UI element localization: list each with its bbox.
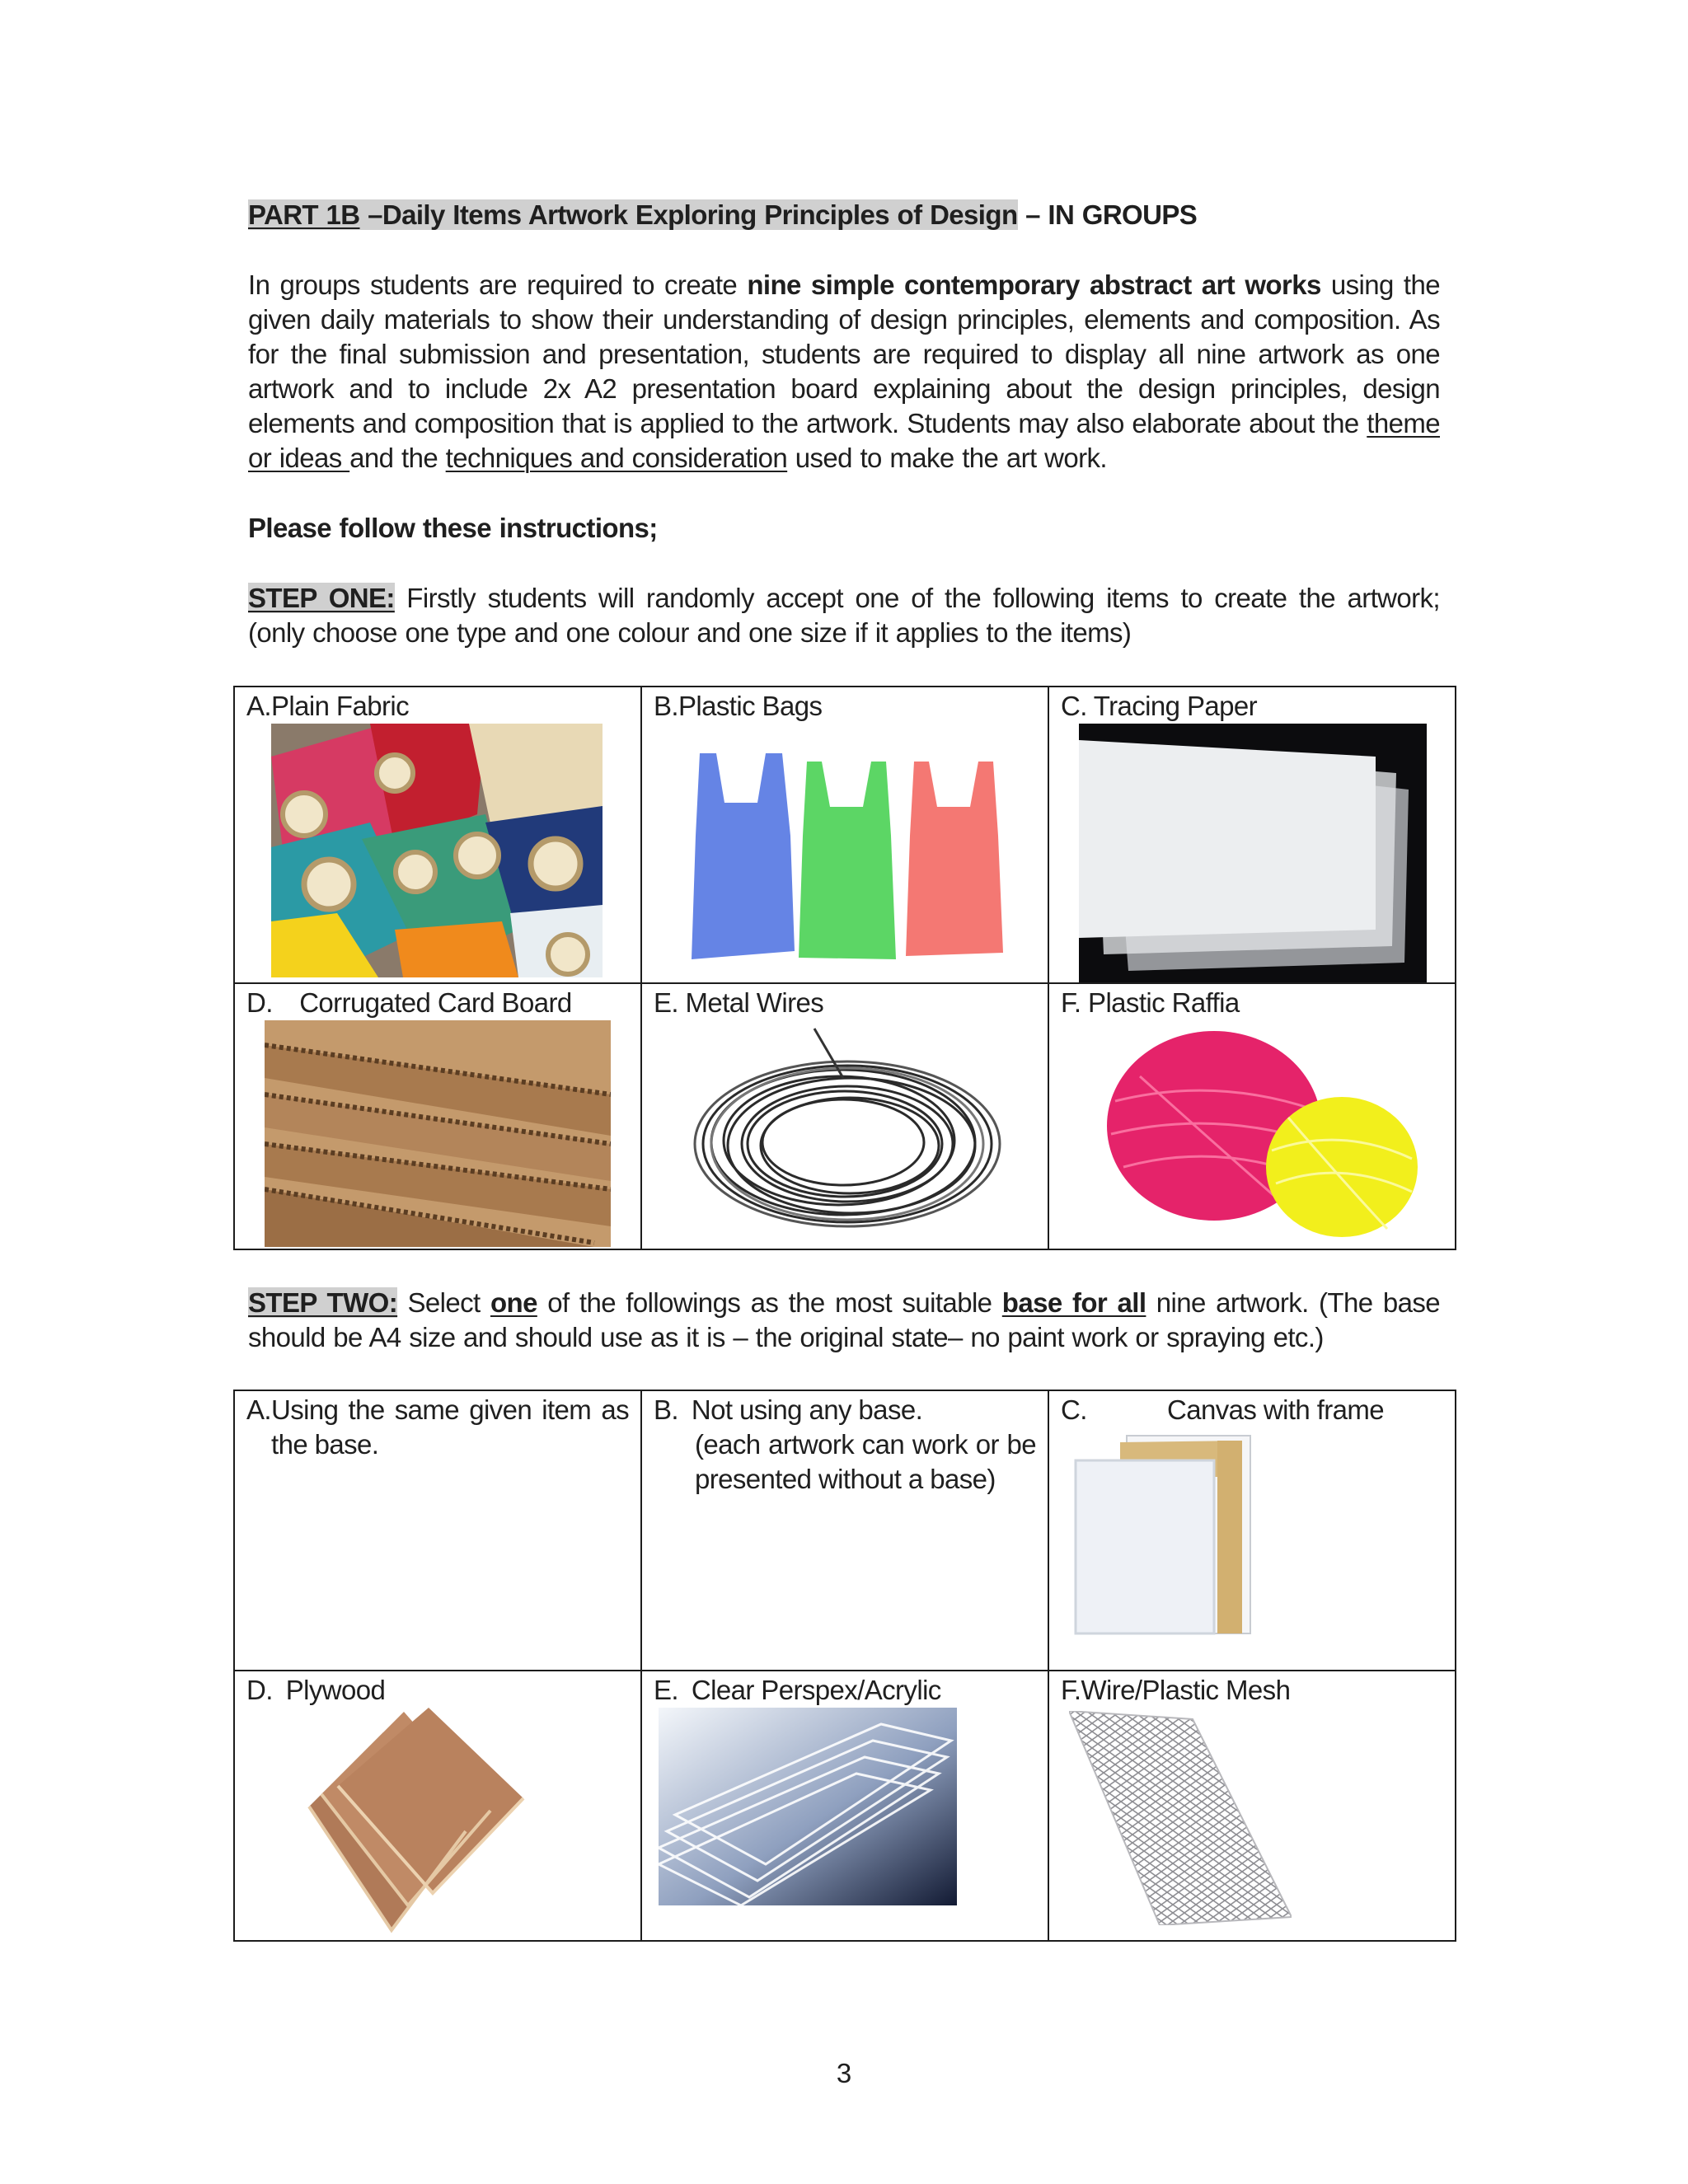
intro-bold: nine simple contemporary abstract art works xyxy=(747,269,1321,300)
page-number: 3 xyxy=(836,2058,852,2088)
heading-part: PART 1B xyxy=(248,199,360,230)
base-cell-mesh xyxy=(1048,1671,1456,1941)
step-one-paragraph xyxy=(248,581,1440,650)
item-cell-tracing-paper xyxy=(1048,687,1456,983)
step-two-text: nine artwork. (The base should be A4 size and should use as it is – the original state– no paint work or spraying etc.) xyxy=(248,1287,1441,1352)
canvas-frame-image xyxy=(1069,1427,1254,1642)
item-cell-plastic-bags xyxy=(641,687,1048,983)
step-two-text: Select xyxy=(397,1287,490,1318)
intro-text: In groups students are required to create xyxy=(248,269,748,300)
base-cell-plywood xyxy=(234,1671,641,1941)
intro-paragraph xyxy=(248,268,1440,476)
items-table xyxy=(233,686,1456,1250)
intro-text: using the given daily materials to show their understanding of design principles, elements and composition. As for the final submission and presentation, students are required to display all nine artwork as one artwork and to include 2x A2 presentation board explaining about the design principles, design elements and composition that is applied to the artwork. Students may also elaborate about the xyxy=(248,269,1440,438)
item-cell-cardboard xyxy=(234,983,641,1249)
plastic-raffia-image xyxy=(1090,1027,1420,1243)
tracing-paper-image xyxy=(1079,724,1427,983)
heading-title: –Daily Items Artwork Exploring Principles of Design xyxy=(359,199,1018,230)
item-label: D. Corrugated Card Board xyxy=(246,987,572,1018)
intro-text: and the xyxy=(349,443,446,473)
item-cell-plastic-raffia xyxy=(1048,983,1456,1249)
item-cell-metal-wires xyxy=(641,983,1048,1249)
base-label: E. Clear Perspex/Acrylic xyxy=(654,1675,941,1705)
heading-suffix: – IN GROUPS xyxy=(1017,199,1198,230)
step-two-label: STEP TWO: xyxy=(248,1287,398,1318)
intro-underline-theme: theme or ideas xyxy=(248,408,1440,473)
instructions-label: Please follow these instructions; xyxy=(248,513,658,543)
base-label: C. Canvas with frame xyxy=(1061,1394,1385,1425)
base-cell-canvas xyxy=(1048,1390,1456,1671)
base-sublabel: (each artwork can work or be presented without a base) xyxy=(695,1429,1036,1494)
item-label: B.Plastic Bags xyxy=(654,691,823,721)
step-two-bold-one: one xyxy=(490,1287,537,1318)
step-one-text: Firstly students will randomly accept one of the following items to create the artwork; (only choose one type and one colour and one size if it applies to the items) xyxy=(248,583,1440,648)
corrugated-cardboard-image xyxy=(265,1020,611,1247)
base-label: B. Not using any base. xyxy=(654,1394,923,1425)
base-cell-no-base xyxy=(641,1390,1048,1671)
intro-underline-techniques: techniques and consideration xyxy=(445,443,788,473)
step-two-paragraph xyxy=(248,1286,1440,1355)
base-cell-same-item xyxy=(234,1390,641,1671)
base-cell-acrylic xyxy=(641,1671,1048,1941)
section-heading xyxy=(248,198,1440,232)
plywood-image xyxy=(293,1708,540,1938)
heading-highlight xyxy=(248,199,1018,230)
step-one-label: STEP ONE: xyxy=(248,583,395,613)
step-two-text: of the followings as the most suitable xyxy=(537,1287,1002,1318)
item-cell-fabric xyxy=(234,687,641,983)
step-two-bold-base: base for all xyxy=(1001,1287,1146,1318)
base-label: F.Wire/Plastic Mesh xyxy=(1061,1675,1291,1705)
wire-mesh-image xyxy=(1069,1711,1292,1925)
metal-wires-image xyxy=(670,1020,1021,1247)
item-label: E. Metal Wires xyxy=(654,987,824,1018)
base-label: D. Plywood xyxy=(246,1675,386,1705)
fabric-rolls-image xyxy=(271,724,603,977)
intro-text: used to make the art work. xyxy=(787,443,1107,473)
base-table xyxy=(233,1390,1456,1942)
acrylic-sheets-image xyxy=(659,1708,957,1905)
item-label: C. Tracing Paper xyxy=(1061,691,1258,721)
item-label: A.Plain Fabric xyxy=(246,691,410,721)
plastic-bags-image xyxy=(675,737,1021,976)
item-label: F. Plastic Raffia xyxy=(1061,987,1240,1018)
base-label: A.Using the same given item as the base. xyxy=(246,1394,629,1460)
